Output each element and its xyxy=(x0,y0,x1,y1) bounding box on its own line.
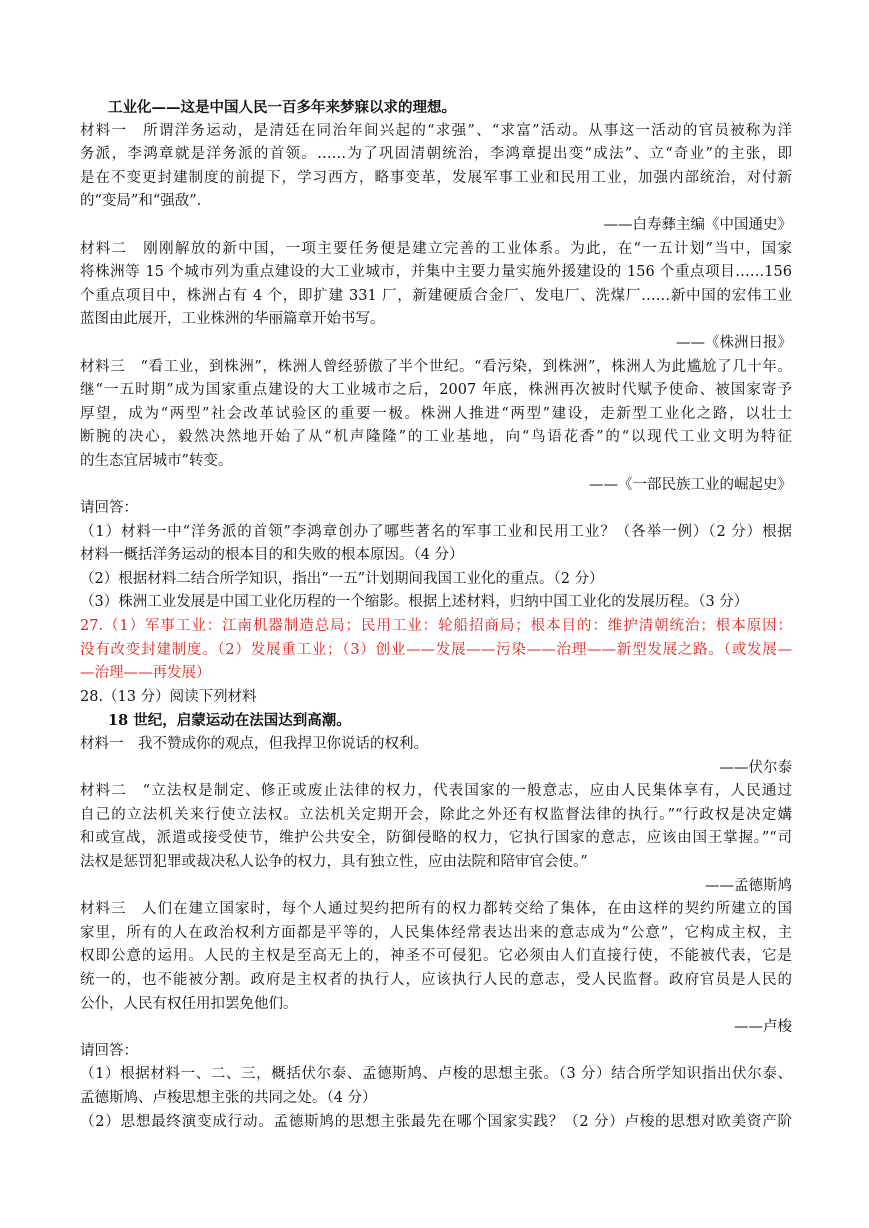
material-paragraph: 家里，所有的人在政治权利方面都是平等的，人民集体经常表达出来的意志成为“公意”，它构成主权，主 xyxy=(80,924,792,941)
material-paragraph: 个重点项目中，株洲占有 4 个，即扩建 331 厂，新建硬质合金厂、发电厂、洗煤厂……新中国的宏伟工业 xyxy=(80,287,792,304)
question-item: （1）材料一中“洋务派的首领”李鸿章创办了哪些著名的军事工业和民用工业？（各举一例）（2 分）根据 xyxy=(80,523,792,540)
material-paragraph: 是在不变更封建制度的前提下，学习西方，略事变革，发展军事工业和民用工业，加强内部统治，对付新 xyxy=(80,169,792,186)
material-paragraph: 的生态宜居城市”转变。 xyxy=(80,452,233,469)
source-citation: ——孟德斯鸠 xyxy=(705,877,792,894)
source-citation: ——《株洲日报》 xyxy=(676,334,792,351)
material-paragraph: 和或宣战，派遣或接受使节，维护公共安全，防御侵略的权力，它执行国家的意志，应该由国王掌握。”“司 xyxy=(80,830,792,847)
material-paragraph: 材料二 “立法权是制定、修正或废止法律的权力，代表国家的一般意志，应由人民集体享有，人民通过 xyxy=(80,783,792,800)
section-heading: 工业化——这是中国人民一百多年来梦寐以求的理想。 xyxy=(108,99,456,116)
document-body xyxy=(80,96,792,1134)
material-paragraph: 材料一 所谓洋务运动，是清廷在同治年间兴起的“求强”、“求富”活动。从事这一活动的官员被称为洋 xyxy=(80,122,792,139)
source-citation: ——卢梭 xyxy=(734,1019,792,1036)
question-item: （2）根据材料二结合所学知识，指出“一五”计划期间我国工业化的重点。（2 分） xyxy=(80,570,604,587)
material-paragraph: 自己的立法机关来行使立法权。立法机关定期开会，除此之外还有权监督法律的执行。”“行政权是决定媾 xyxy=(80,806,792,823)
question-item: 材料一概括洋务运动的根本目的和失败的根本原因。（4 分） xyxy=(80,547,464,564)
material-paragraph: 统一的，也不能被分割。政府是主权者的执行人，应该执行人民的意志，受人民监督。政府官员是人民的 xyxy=(80,971,792,988)
question-item: 孟德斯鸠、卢梭思想主张的共同之处。（4 分） xyxy=(80,1089,377,1106)
material-paragraph: 材料三 人们在建立国家时，每个人通过契约把所有的权力都转交给了集体，在由这样的契约所建立的国 xyxy=(80,901,792,918)
material-paragraph: 材料三 “看工业，到株洲”，株洲人曾经骄傲了半个世纪。“看污染，到株洲”，株洲人为此尴尬了几十年。 xyxy=(80,358,792,375)
material-paragraph: 的“变局”和“强敌”. xyxy=(80,193,202,210)
answer-text: —治理——再发展） xyxy=(80,665,211,682)
material-paragraph: 继“一五时期”成为国家重点建设的大工业城市之后，2007 年底，株洲再次被时代赋予使命、被国家寄予 xyxy=(80,382,792,399)
source-citation: ——伏尔泰 xyxy=(719,759,792,776)
material-paragraph: 断腕的决心，毅然决然地开始了从“机声隆隆”的工业基地，向“鸟语花香”的“以现代工业文明为特征 xyxy=(80,429,792,446)
question-item: （1）根据材料一、二、三，概括伏尔泰、孟德斯鸠、卢梭的思想主张。（3 分）结合所学知识指出伏尔泰、 xyxy=(80,1066,792,1083)
answer-text: 27.（1）军事工业：江南机器制造总局；民用工业：轮船招商局；根本目的：维护清朝统治；根本原因： xyxy=(80,618,792,635)
question-item: （2）思想最终演变成行动。孟德斯鸠的思想主张最先在哪个国家实践？（2 分）卢梭的思想对欧美资产阶 xyxy=(80,1113,792,1130)
answer-text: 没有改变封建制度。（2）发展重工业；（3）创业——发展——污染——治理——新型发展之路。（或发展— xyxy=(80,641,792,658)
material-paragraph: 权即公意的运用。人民的主权是至高无上的，神圣不可侵犯。它必须由人们直接行使，不能被代表，它是 xyxy=(80,948,792,965)
source-citation: ——白寿彝主编《中国通史》 xyxy=(603,216,792,233)
source-citation: ——《一部民族工业的崛起史》 xyxy=(589,476,792,493)
material-paragraph: 厚望，成为“两型”社会改革试验区的重要一极。株洲人推进“两型”建设，走新型工业化之路，以壮士 xyxy=(80,405,792,422)
question-prompt: 请回答： xyxy=(80,1042,138,1059)
material-paragraph: 将株洲等 15 个城市列为重点建设的大工业城市，并集中主要力量实施外援建设的 156 个重点项目……156 xyxy=(80,264,792,281)
material-paragraph: 材料二 刚刚解放的新中国，一项主要任务便是建立完善的工业体系。为此，在“一五计划”当中，国家 xyxy=(80,240,792,257)
material-paragraph: 务派，李鸿章就是洋务派的首领。……为了巩固清朝统治，李鸿章提出变“成法”、立“奇业”的主张，即 xyxy=(80,146,792,163)
question-prompt: 请回答： xyxy=(80,500,138,517)
question-item: （3）株洲工业发展是中国工业化历程的一个缩影。根据上述材料，归纳中国工业化的发展历程。（3 分） xyxy=(80,594,749,611)
material-paragraph: 法权是惩罚犯罪或裁决私人讼争的权力，具有独立性，应由法院和陪审官会使。” xyxy=(80,854,588,870)
question-header: 28.（13 分）阅读下列材料 xyxy=(80,688,257,705)
material-paragraph: 蓝图由此展开，工业株洲的华丽篇章开始书写。 xyxy=(80,311,385,328)
material-paragraph: 材料一 我不赞成你的观点，但我捍卫你说话的权利。 xyxy=(80,736,428,753)
material-paragraph: 公仆，人民有权任用扣罢免他们。 xyxy=(80,995,298,1012)
section-heading: 18 世纪，启蒙运动在法国达到高潮。 xyxy=(108,712,351,730)
